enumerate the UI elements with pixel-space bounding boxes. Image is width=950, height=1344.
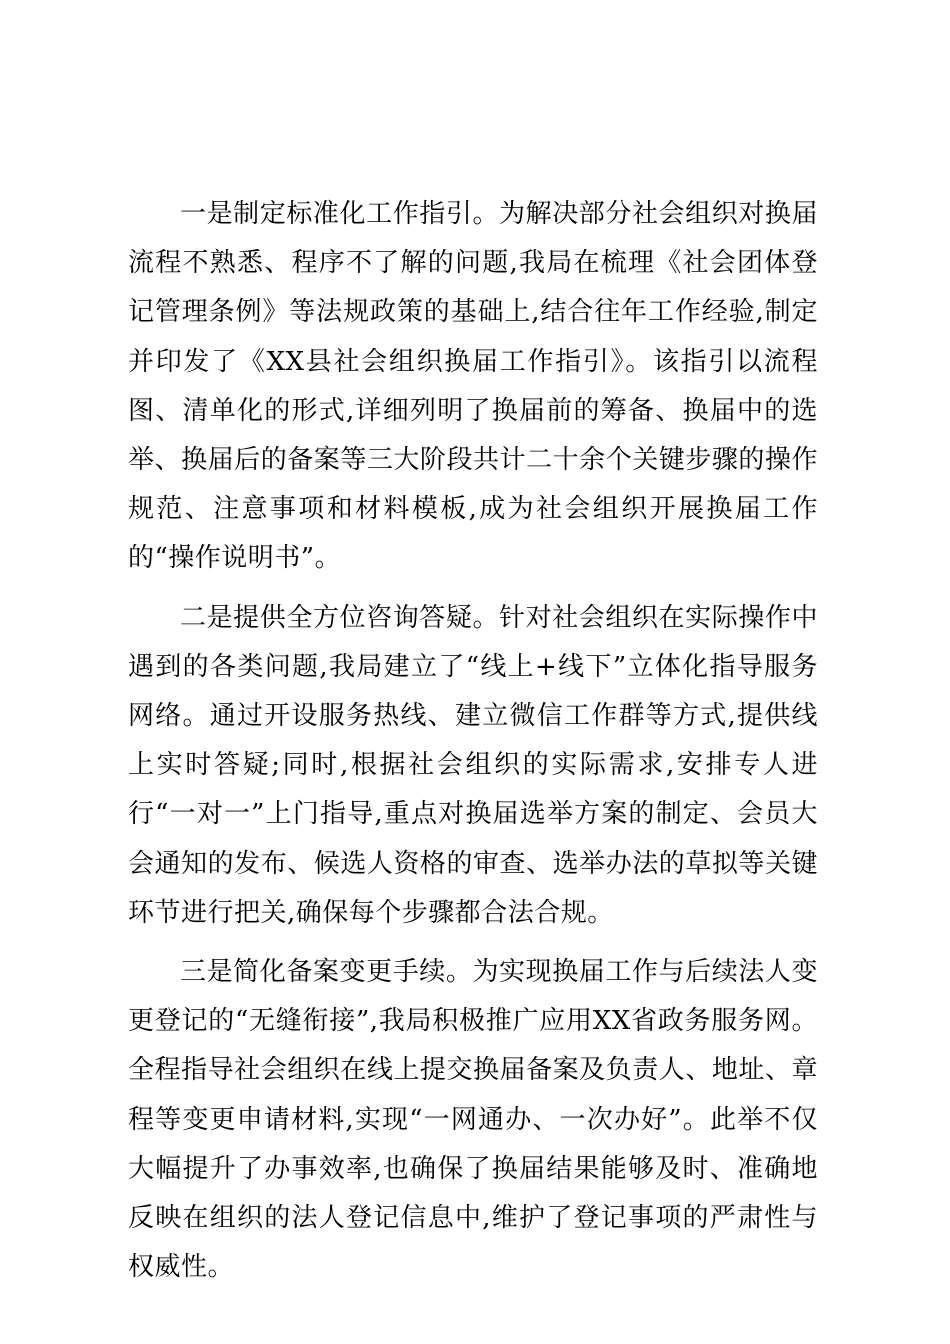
document-body: [128, 190, 818, 1302]
paragraph-simplified-filing: 三是简化备案变更手续。为实现换届工作与后续法人变更登记的“无缝衔接”,我局积极推广应用XX省政务服务网。全程指导社会组织在线上提交换届备案及负责人、地址、章程等变更申请材料,实现“一网通办、一次办好”。此举不仅大幅提升了办事效率,也确保了换届结果能够及时、准确地反映在组织的法人登记信息中,维护了登记事项的严肃性与权威性。: [128, 957, 818, 1283]
paragraph-standardized-guidelines: 一是制定标准化工作指引。为解决部分社会组织对换届流程不熟悉、程序不了解的问题,我局在梳理《社会团体登记管理条例》等法规政策的基础上,结合往年工作经验,制定并印发了《XX县社会组织换届工作指引》。该指引以流程图、清单化的形式,详细列明了换届前的筹备、换届中的选举、换届后的备案等三大阶段共计二十余个关键步骤的操作规范、注意事项和材料模板,成为社会组织开展换届工作的“操作说明书”。: [128, 199, 818, 574]
paragraph-consultation-service: 二是提供全方位咨询答疑。针对社会组织在实际操作中遇到的各类问题,我局建立了“线上+线下”立体化指导服务网络。通过开设服务热线、建立微信工作群等方式,提供线上实时答疑;同时,根据社会组织的实际需求,安排专人进行“一对一”上门指导,重点对换届选举方案的制定、会员大会通知的发布、候选人资格的审查、选举办法的草拟等关键环节进行把关,确保每个步骤都合法合规。: [128, 602, 818, 928]
